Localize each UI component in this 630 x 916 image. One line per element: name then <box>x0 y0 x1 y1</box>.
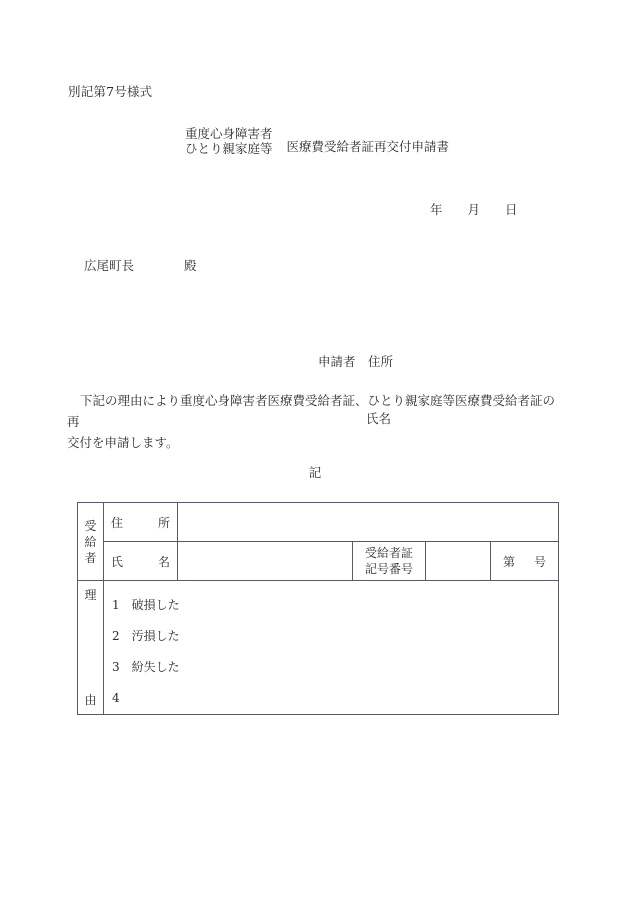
number-suffix-label: 号 <box>533 554 546 569</box>
title-main-text: 医療費受給者証再交付申請書 <box>286 139 450 154</box>
recipient-char-3: 者 <box>84 550 97 565</box>
reason-char-1: 理 <box>84 588 97 602</box>
recipient-char-1: 受 <box>84 518 97 533</box>
recipient-char-2: 給 <box>84 534 97 549</box>
application-table <box>77 502 559 715</box>
title-line-1: 重度心身障害者 <box>185 126 273 141</box>
document-title <box>185 126 449 156</box>
address-label-cell <box>104 503 178 542</box>
table-row-reason <box>78 581 559 715</box>
title-stacked-prefix <box>185 126 273 156</box>
applicant-address-label: 申請者 住所 <box>318 354 394 369</box>
reason-option-2[interactable]: 2 汚損した <box>112 629 180 643</box>
reason-vertical-label <box>78 581 104 715</box>
form-number-label: 別記第7号様式 <box>68 84 153 99</box>
cert-number-label-line-1: 受給者証 <box>364 546 413 560</box>
cert-number-label-line-2: 記号番号 <box>364 562 413 576</box>
reason-option-3[interactable]: 3 紛失した <box>112 660 180 674</box>
body-line-2: 交付を申請します。 <box>67 435 179 450</box>
body-line-1: 下記の理由により重度心身障害者医療費受給者証、ひとり親家庭等医療費受給者証の再 <box>67 393 556 429</box>
name-label-cell <box>104 542 178 581</box>
reason-options-cell <box>104 581 559 715</box>
recipient-vertical-label <box>78 503 104 581</box>
reason-option-1[interactable]: 1 破損した <box>112 598 180 612</box>
address-label-char-2: 所 <box>157 515 170 530</box>
reason-option-4[interactable]: 4 <box>112 691 120 705</box>
record-marker: 記 <box>308 465 322 480</box>
date-line: 年 月 日 <box>430 202 518 217</box>
name-value-field[interactable] <box>178 542 353 581</box>
cert-number-label-cell <box>353 542 426 581</box>
cert-number-value-field[interactable] <box>426 542 491 581</box>
address-label-char-1: 住 <box>111 515 124 530</box>
body-paragraph <box>67 390 567 453</box>
addressee-line: 広尾町長 殿 <box>84 258 197 273</box>
number-prefix-label: 第 <box>503 554 516 569</box>
applicant-name-label: 氏名 <box>366 411 392 426</box>
number-field-cell[interactable] <box>491 542 559 581</box>
address-value-field[interactable] <box>178 503 559 542</box>
table-row-name <box>78 542 559 581</box>
name-label-char-2: 名 <box>157 554 170 569</box>
title-line-2: ひとり親家庭等 <box>185 141 273 156</box>
name-label-char-1: 氏 <box>111 554 124 569</box>
table-row-address <box>78 503 559 542</box>
reason-char-2: 由 <box>84 693 97 707</box>
